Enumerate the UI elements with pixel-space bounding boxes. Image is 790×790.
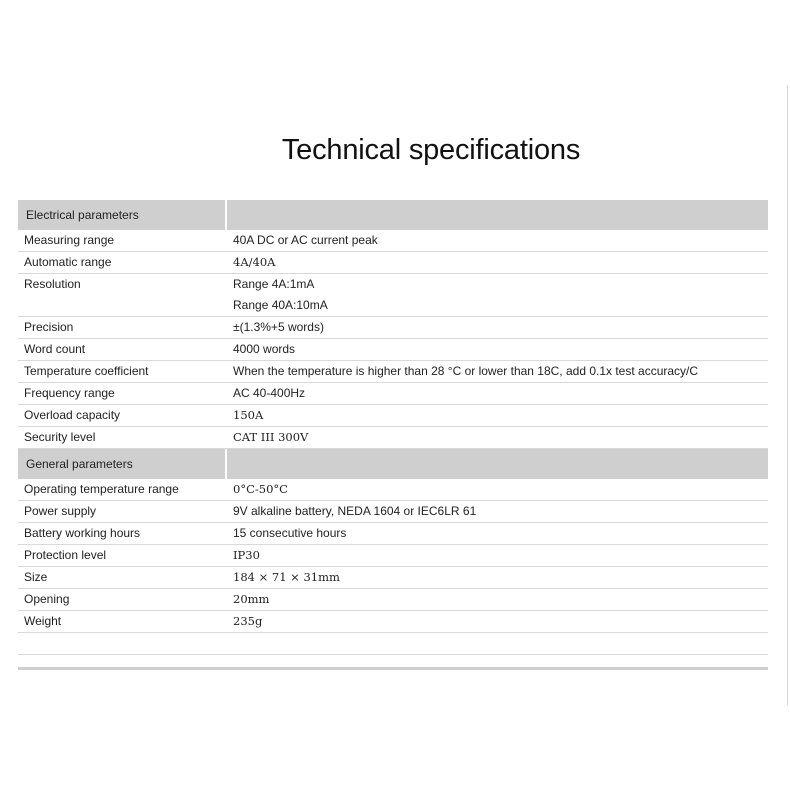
- spec-label: Automatic range: [24, 255, 112, 269]
- section-header: [18, 449, 768, 479]
- spec-label: Measuring range: [24, 233, 115, 247]
- section-header-label: Electrical parameters: [18, 200, 227, 230]
- spec-label: Weight: [24, 614, 62, 628]
- spec-value: [227, 589, 768, 610]
- page-title: Technical specifications: [281, 134, 581, 166]
- spec-value: [227, 230, 768, 251]
- spec-value-line: 4A/40A: [233, 255, 276, 269]
- spec-value: [227, 274, 768, 316]
- spec-value-line: 150A: [233, 408, 264, 422]
- spec-value-line: 9V alkaline battery, NEDA 1604 or IEC6LR 61: [233, 504, 477, 518]
- spec-value-line: 40A DC or AC current peak: [233, 233, 378, 247]
- spec-label: Precision: [24, 320, 74, 334]
- spec-value-line: CAT III 300V: [233, 430, 309, 444]
- spec-value: [227, 252, 768, 273]
- spec-row: [18, 567, 768, 589]
- spec-table: [18, 200, 768, 670]
- spec-value: [227, 611, 768, 632]
- spec-label: Frequency range: [24, 386, 115, 400]
- spec-row: [18, 361, 768, 383]
- spec-row: [18, 523, 768, 545]
- spec-row: [18, 589, 768, 611]
- spec-value: [227, 317, 768, 338]
- spec-value-line: 4000 words: [233, 342, 296, 356]
- spec-value-line: Range 40A:10mA: [233, 298, 328, 312]
- table-bottom-rule: [18, 667, 768, 670]
- spec-row: [18, 479, 768, 501]
- spec-row: [18, 545, 768, 567]
- spec-row: [18, 501, 768, 523]
- spec-row: [18, 317, 768, 339]
- spec-label: Battery working hours: [24, 526, 141, 540]
- spec-value-line: 184 × 71 × 31mm: [233, 570, 340, 584]
- spec-row: [18, 405, 768, 427]
- spec-value: [227, 339, 768, 360]
- spec-value: [227, 479, 768, 500]
- spec-value: [227, 361, 768, 382]
- spec-value-line: 15 consecutive hours: [233, 526, 347, 540]
- spec-row: [18, 274, 768, 317]
- spec-value: [227, 501, 768, 522]
- spec-value-line: AC 40-400Hz: [233, 386, 306, 400]
- spec-value-line: When the temperature is higher than 28 °C or lower than 18C, add 0.1x test accuracy/C: [233, 364, 699, 378]
- section-header: [18, 200, 768, 230]
- spec-row: [18, 339, 768, 361]
- section-header-label: General parameters: [18, 449, 227, 479]
- spec-label: Temperature coefficient: [24, 364, 149, 378]
- spec-value: [227, 545, 768, 566]
- spec-value: [227, 523, 768, 544]
- spec-row: [18, 383, 768, 405]
- empty-row: [18, 633, 768, 655]
- spec-label: Protection level: [24, 548, 107, 562]
- spec-label: Overload capacity: [24, 408, 121, 422]
- spec-value: [227, 427, 768, 448]
- spec-row: [18, 427, 768, 449]
- spec-value-line: Range 4A:1mA: [233, 277, 315, 291]
- spec-label: Size: [24, 570, 48, 584]
- spec-label: Opening: [24, 592, 70, 606]
- section-header-fill: [227, 200, 768, 230]
- spec-value-line: ±(1.3%+5 words): [233, 320, 324, 334]
- spec-row: [18, 611, 768, 633]
- spec-value: [227, 567, 768, 588]
- spec-row: [18, 230, 768, 252]
- spec-label: Word count: [24, 342, 86, 356]
- spec-value-line: IP30: [233, 548, 260, 562]
- section-header-fill: [227, 449, 768, 479]
- spec-value: [227, 405, 768, 426]
- spec-value-line: 20mm: [233, 592, 270, 606]
- spec-label: Operating temperature range: [24, 482, 179, 496]
- spec-value-line: 235g: [233, 614, 263, 628]
- spec-row: [18, 252, 768, 274]
- page-edge-line: [787, 85, 788, 705]
- spec-label: Resolution: [24, 277, 81, 291]
- spec-label: Power supply: [24, 504, 97, 518]
- spec-label: Security level: [24, 430, 96, 444]
- spec-value-line: 0°C-50°C: [233, 482, 288, 496]
- spec-value: [227, 383, 768, 404]
